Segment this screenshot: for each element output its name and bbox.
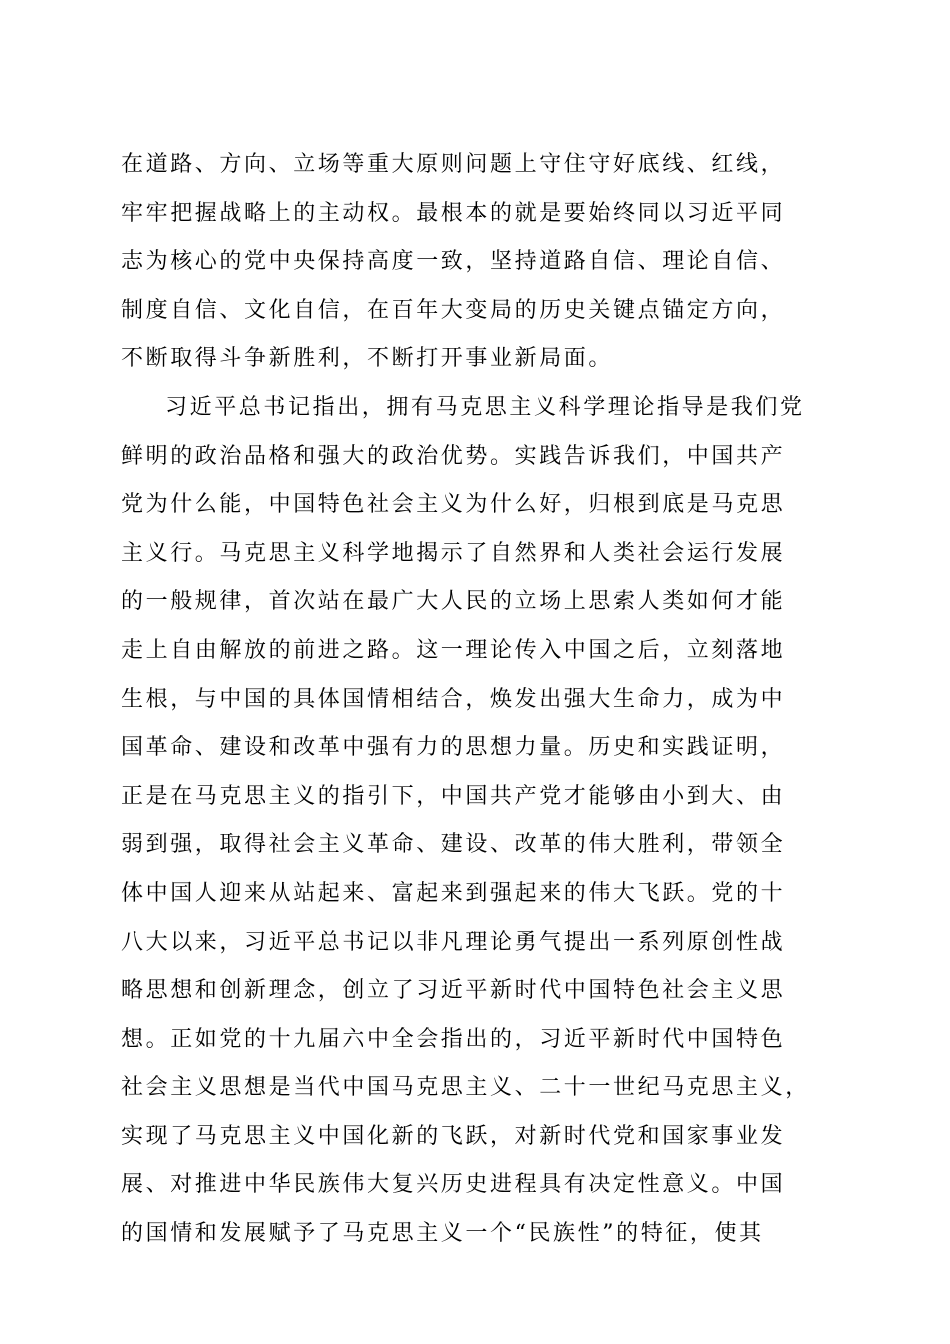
text-line: 正是在马克思主义的指引下，中国共产党才能够由小到大、由: [121, 783, 786, 809]
text-line: 八大以来，习近平总书记以非凡理论勇气提出一系列原创性战: [121, 929, 786, 955]
text-line: 体中国人迎来从站起来、富起来到强起来的伟大飞跃。党的十: [121, 880, 786, 906]
paragraph-2: [121, 384, 831, 1259]
text-line: 国革命、建设和改革中强有力的思想力量。历史和实践证明，: [121, 735, 786, 761]
text-line: 不断取得斗争新胜利，不断打开事业新局面。: [121, 346, 614, 372]
text-line: 生根，与中国的具体国情相结合，焕发出强大生命力，成为中: [121, 686, 786, 712]
text-line: 在道路、方向、立场等重大原则问题上守住守好底线、红线，: [121, 152, 786, 177]
text-line: 制度自信、文化自信，在百年大变局的历史关键点锚定方向，: [121, 297, 786, 323]
text-line: 主义行。马克思主义科学地揭示了自然界和人类社会运行发展: [121, 540, 786, 566]
text-line: 鲜明的政治品格和强大的政治优势。实践告诉我们，中国共产: [121, 443, 786, 469]
text-line: 走上自由解放的前进之路。这一理论传入中国之后，立刻落地: [121, 637, 786, 663]
text-line: 展、对推进中华民族伟大复兴历史进程具有决定性意义。中国: [121, 1172, 786, 1198]
text-line: 弱到强，取得社会主义革命、建设、改革的伟大胜利，带领全: [121, 832, 786, 858]
text-line: 的一般规律，首次站在最广大人民的立场上思索人类如何才能: [121, 589, 786, 615]
text-line: 的国情和发展赋予了马克思主义一个“民族性”的特征，使其: [121, 1221, 764, 1247]
text-line: 志为核心的党中央保持高度一致，坚持道路自信、理论自信、: [121, 249, 786, 275]
body-text: [121, 141, 831, 1259]
text-line: 实现了马克思主义中国化新的飞跃，对新时代党和国家事业发: [121, 1123, 786, 1149]
text-line: 牢牢把握战略上的主动权。最根本的就是要始终同以习近平同: [121, 200, 786, 226]
paragraph-1: [121, 141, 831, 384]
text-line: 社会主义思想是当代中国马克思主义、二十一世纪马克思主义，: [121, 1075, 810, 1101]
text-line: 略思想和创新理念，创立了习近平新时代中国特色社会主义思: [121, 978, 786, 1004]
text-line: 党为什么能，中国特色社会主义为什么好，归根到底是马克思: [121, 492, 786, 518]
text-line: 习近平总书记指出，拥有马克思主义科学理论指导是我们党: [165, 394, 805, 420]
text-line: 想。正如党的十九届六中全会指出的，习近平新时代中国特色: [121, 1026, 786, 1052]
